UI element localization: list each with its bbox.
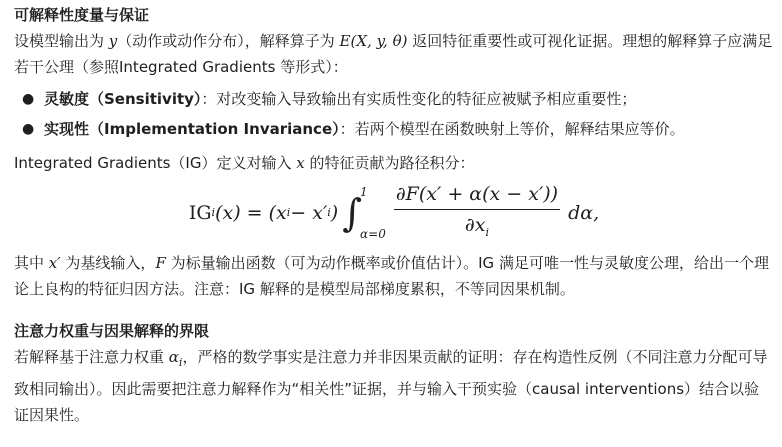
attn-text-b: ，严格的数学事实是注意力并非因果贡献的证明：存在构造性反例（不同注意力分配可导致相同输出）。因此需要把注意力解释作为“相关性”证据，并与输入干预实验（causal interventions）结合以验证因果性。 — [14, 348, 768, 424]
intro-text-a: 设模型输出为 — [14, 32, 109, 50]
bullet-dot: ● — [22, 121, 35, 137]
formula-lhs: IG — [188, 202, 212, 224]
formula-lhs-sub: i — [211, 206, 216, 219]
formula-diff-mid: − x′ — [290, 202, 328, 224]
intro-text-b: （动作或动作分布），解释算子为 — [117, 32, 340, 50]
intro-paragraph — [14, 28, 774, 80]
formula-numerator: ∂F(x′ + α(x − x′)) — [394, 181, 560, 210]
after-text-b: 为基线输入， — [60, 254, 156, 272]
ig-definition-line — [14, 150, 774, 176]
math-F: F — [155, 254, 166, 272]
integral-upper: 1 — [360, 185, 368, 199]
math-baseline: x′ — [48, 254, 61, 272]
integral-lower: α=0 — [360, 227, 386, 241]
intro-text-c: 返回特征重要性或可视化证据。理想的解释算子应满足若干公理（参照Integrated Gradients 等形式）： — [14, 32, 773, 76]
ig-explanation-paragraph — [14, 250, 774, 302]
term-sensitivity: 灵敏度（Sensitivity） — [44, 90, 202, 108]
document-page — [0, 2, 782, 447]
ig-formula — [14, 176, 774, 250]
section-heading-attention: 注意力权重与因果解释的界限 — [14, 322, 210, 340]
section-heading-interpretability: 可解释性度量与保证 — [14, 6, 150, 24]
formula-diff-sub: i — [286, 206, 291, 219]
formula-lhs-arg: (x) = (x — [215, 202, 287, 224]
ig-text-a: Integrated Gradients（IG）定义对输入 — [14, 154, 297, 172]
desc-implementation: ：若两个模型在函数映射上等价，解释结果应等价。 — [339, 120, 685, 138]
math-y: y — [108, 32, 118, 50]
after-text-a: 其中 — [14, 254, 49, 272]
list-item-implementation — [14, 114, 774, 144]
after-text-c: 为标量输出函数（可为动作概率或价值估计）。IG 满足可唯一性与灵敏度公理，给出一个理论上良构的特征归因方法。注意：IG 解释的是模型局部梯度累积，不等同因果机制。 — [14, 254, 769, 298]
math-x: x — [296, 154, 305, 172]
term-implementation: 实现性（Implementation Invariance） — [44, 120, 340, 138]
integral-sign: ∫ 1 α=0 — [342, 185, 386, 241]
formula-fraction — [394, 181, 560, 246]
ig-text-b: 的特征贡献为路径积分： — [304, 154, 475, 172]
attn-text-a: 若解释基于注意力权重 — [14, 348, 169, 366]
desc-sensitivity: ：对改变输入导致输出有实质性变化的特征应被赋予相应重要性； — [201, 90, 637, 108]
math-alpha: α — [168, 348, 179, 366]
math-explainer: E(X, y, θ) — [339, 32, 408, 50]
list-item-sensitivity — [14, 84, 774, 114]
math-alpha-sub: i — [178, 356, 183, 369]
formula-diff-end: ) — [330, 202, 339, 224]
formula-denominator: $\partial x_i$ — [464, 213, 489, 239]
axiom-list — [14, 84, 774, 144]
attention-paragraph — [14, 344, 774, 428]
formula-diff-sub2: i — [327, 206, 331, 219]
formula-tail: dα, — [568, 202, 600, 224]
bullet-dot: ● — [22, 91, 35, 107]
